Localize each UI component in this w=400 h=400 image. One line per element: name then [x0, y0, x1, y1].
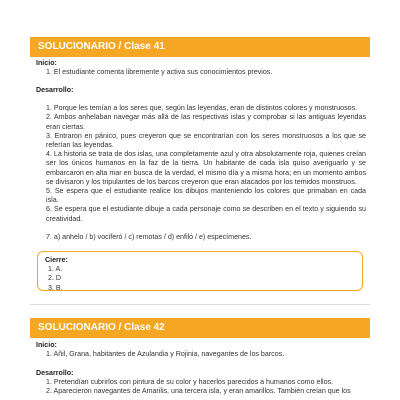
inicio-label: Inicio: [36, 341, 57, 349]
desarrollo-item: 5. Se espera que el estudiante realice los dibujos manteniendo los colores que primaban en cada isla. [46, 187, 366, 205]
desarrollo-label: Desarrollo: [36, 86, 74, 94]
clase-41-title: SOLUCIONARIO / Clase 41 [38, 41, 165, 52]
desarrollo-item: 6. Se espera que el estudiante dibuje a cada personaje como se describen en el texto y siguiendo su creatividad. [46, 205, 366, 223]
desarrollo-item: 3. Entraron en pánico, pues creyeron que se encontrarían con los seres monstruosos a los que se referían las leyendas. [46, 131, 366, 150]
section-divider [30, 304, 370, 305]
item-7-list [36, 233, 366, 242]
desarrollo-list [36, 104, 366, 224]
desarrollo-item: 1. Porque les temían a los seres que, según las leyendas, eran de distintos colores y monstruosos. [46, 104, 358, 113]
desarrollo-item: 2. Ambos anhelaban navegar más allá de las respectivas islas y comprobar si las antiguas leyendas eran ciertas. [46, 113, 366, 131]
cierre-item: 1. A. [48, 265, 63, 274]
clase-42-header [30, 318, 370, 338]
desarrollo-item: 4. La historia se trata de dos islas, una completamente azul y otra absolutamente roja, quienes creían ser los únicos humanos en la faz de la tierra. Un habitante de cada isla quiso averiguarlo y se embarcaron en alta mar en busca de la verdad, el mismo día y a misma hora; en un momento ambos se divisaron y los tripulantes de los barcos creyeron que eran atacados por los temidos monstruos. [46, 150, 366, 186]
desarrollo-item: 1. Pretendían cubrirlos con pintura de su color y hacerlos parecidos a humanos como ellos. [46, 378, 334, 387]
inicio-list [36, 350, 366, 359]
cierre-item: 2. D [48, 274, 62, 283]
clase-42-desarrollo [36, 369, 366, 397]
desarrollo-list [36, 378, 366, 396]
clase-41-desarrollo [36, 86, 366, 242]
cierre-item: 3. B. [48, 283, 63, 292]
inicio-list [36, 68, 366, 77]
clase-41-header [30, 37, 370, 57]
desarrollo-item: 2. Aparecieron navegantes de Amarilis, una tercera isla, y eran amarillos. También creían que los [46, 387, 351, 396]
cierre-list [45, 265, 355, 293]
desarrollo-label: Desarrollo: [36, 369, 74, 377]
desarrollo-item-7: 7. a) anhelo / b) vociferó / c) remotas / d) enfiló / e) especímenes. [46, 232, 252, 241]
inicio-label: Inicio: [36, 59, 57, 67]
inicio-item: 1. Añil, Grana, habitantes de Azulandia y Rojinia, navegantes de los barcos. [46, 350, 285, 359]
clase-42-title: SOLUCIONARIO / Clase 42 [38, 322, 165, 333]
cierre-label: Cierre: [45, 256, 68, 264]
cierre-box [37, 251, 363, 291]
clase-42-inicio [36, 341, 366, 359]
inicio-item: 1. El estudiante comenta libremente y activa sus conocimientos previos. [46, 68, 273, 77]
clase-41-inicio [36, 59, 366, 77]
